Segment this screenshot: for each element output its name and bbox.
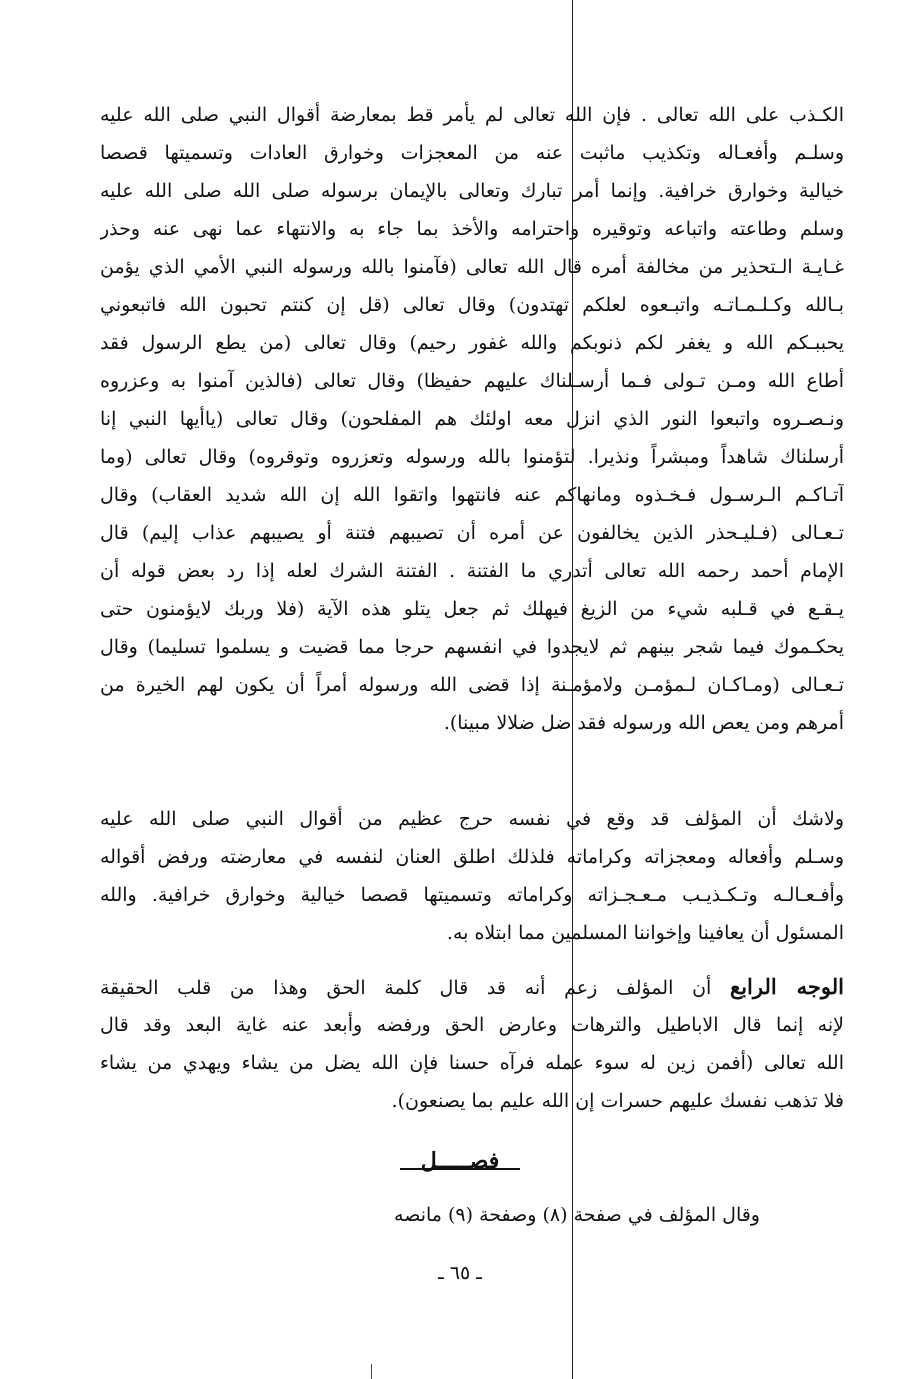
text-line: وأفـعـالـه وتـكـذيـب مـعـجـزاته وكراماته وتسميتها قصصا خيالية وخوارق خرافية. والله	[100, 884, 844, 906]
text-line: ونـصـروه واتبعوا النور الذي انزل معه اولئك هم المفلحون) وقال تعالى (ياأيها النبي إنا	[100, 408, 844, 430]
text-line: خيالية وخوارق خرافية. وإنما أمر تبارك وتعالى بالإيمان برسوله صلى الله صلى الله عليه	[100, 180, 844, 202]
text-line: آتـاكـم الـرسـول فـخـذوه ومانهاكم عنه فانتهوا واتقوا الله إن الله شديد العقاب) وقال	[100, 484, 844, 506]
text-line	[100, 968, 844, 1006]
text-line: أطاع الله ومـن تـولى فـما أرسـلناك عليهم حفيظا) وقال تعالى (فالذين آمنوا به وعزروه	[100, 370, 844, 392]
text-line: يحكـموك فيما شجر بينهم ثم لايجدوا في انفسهم حرجا مما قضيت و يسلموا تسليما) وقال	[100, 636, 844, 658]
paragraph-3	[100, 968, 844, 1120]
page-number: ـ ٦٥ ـ	[438, 1262, 482, 1284]
text-line: الكـذب على الله تعالى . فإن الله تعالى لم يأمر قط بمعارضة أقوال النبي صلى الله عليه	[100, 104, 844, 126]
paragraph-2	[100, 800, 844, 952]
text-line: وسلم وطاعته واتباعه وتوقيره واحترامه والأخذ بما جاء به والانتهاء عما نهى عنه وحذر	[100, 218, 844, 240]
bottom-tick-mark	[371, 1364, 372, 1379]
section-heading-inline: الوجه الرابع	[730, 974, 844, 999]
intro-line: وقال المؤلف في صفحة (٨) وصفحة (٩) مانصه	[394, 1204, 760, 1226]
text-line: غـايـة الـتحذير من مخالفة أمره قال الله تعالى (فآمنوا بالله ورسوله النبي الأمي الذي يؤمن	[100, 256, 844, 278]
text-line: لإنه إنما قال الاباطيل والترهات وعارض الحق ورفضه وأبعد عنه غاية البعد وقد قال	[100, 1014, 844, 1036]
section-title-text: فصـــــل	[420, 1148, 500, 1174]
text-line: تـعـالى (ومـاكـان لـمؤمـن ولامؤمـنة إذا قضى الله ورسوله أمراً أن يكون لهم الخيرة من	[100, 674, 844, 696]
text-line: يحببـكم الله و يغفر لكم ذنوبكم والله غفور رحيم) وقال تعالى (من يطع الرسول فقد	[100, 332, 844, 354]
text-line: أمرهم ومن يعص الله ورسوله فقد ضل ضلالا مبينا).	[443, 712, 844, 734]
text-line: بـالله وكـلـمـاتـه واتبـعوه لعلكم تهتدون) وقال تعالى (قل إن كنتم تحبون الله فاتبعوني	[100, 294, 844, 316]
text-line: وسـلم وأفعاله ومعجزاته وكراماته فلذلك اطلق العنان لنفسه في معارضته ورفض أقواله	[100, 846, 844, 868]
text-line: الله تعالى (أفمن زين له سوء عمله فرآه حسنا فإن الله يضل من يشاء ويهدي من يشاء	[100, 1052, 844, 1074]
text-line-rest: أن المؤلف زعم أنه قد قال كلمة الحق وهذا من قلب الحقيقة	[100, 977, 731, 999]
paragraph-1	[100, 96, 844, 742]
text-line: فلا تذهب نفسك عليهم حسرات إن الله عليم بما يصنعون).	[391, 1090, 844, 1112]
section-title	[380, 1148, 540, 1174]
text-line: المسئول أن يعافينا وإخواننا المسلمين مما ابتلاه به.	[446, 922, 844, 944]
text-line: تـعـالى (فـليـحذر الذين يخالفون عن أمره أن تصيبهم فتنة أو يصيبهم عذاب إليم) قال	[100, 522, 844, 544]
text-line: يـقـع في قـلبه شيء من الزيغ فيهلك ثم جعل يتلو هذه الآية (فلا وربك لايؤمنون حتى	[100, 598, 844, 620]
text-line: أرسلناك شاهداً ومبشراً ونذيرا. لتؤمنوا بالله ورسوله وتعزروه وتوقروه) وقال تعالى (وما	[100, 446, 844, 468]
text-line: وسلـم وأفعـاله وتكذيب ماثبت عنه من المعجزات وخوارق العادات وتسميتها قصصا	[100, 142, 844, 164]
text-line: الإمام أحمد رحمه الله تعالى أتدري ما الفتنة . الفتنة الشرك لعله إذا رد بعض قوله أن	[100, 560, 844, 582]
text-line: ولاشك أن المؤلف قد وقع في نفسه حرج عظيم من أقوال النبي صلى الله عليه	[100, 808, 844, 830]
